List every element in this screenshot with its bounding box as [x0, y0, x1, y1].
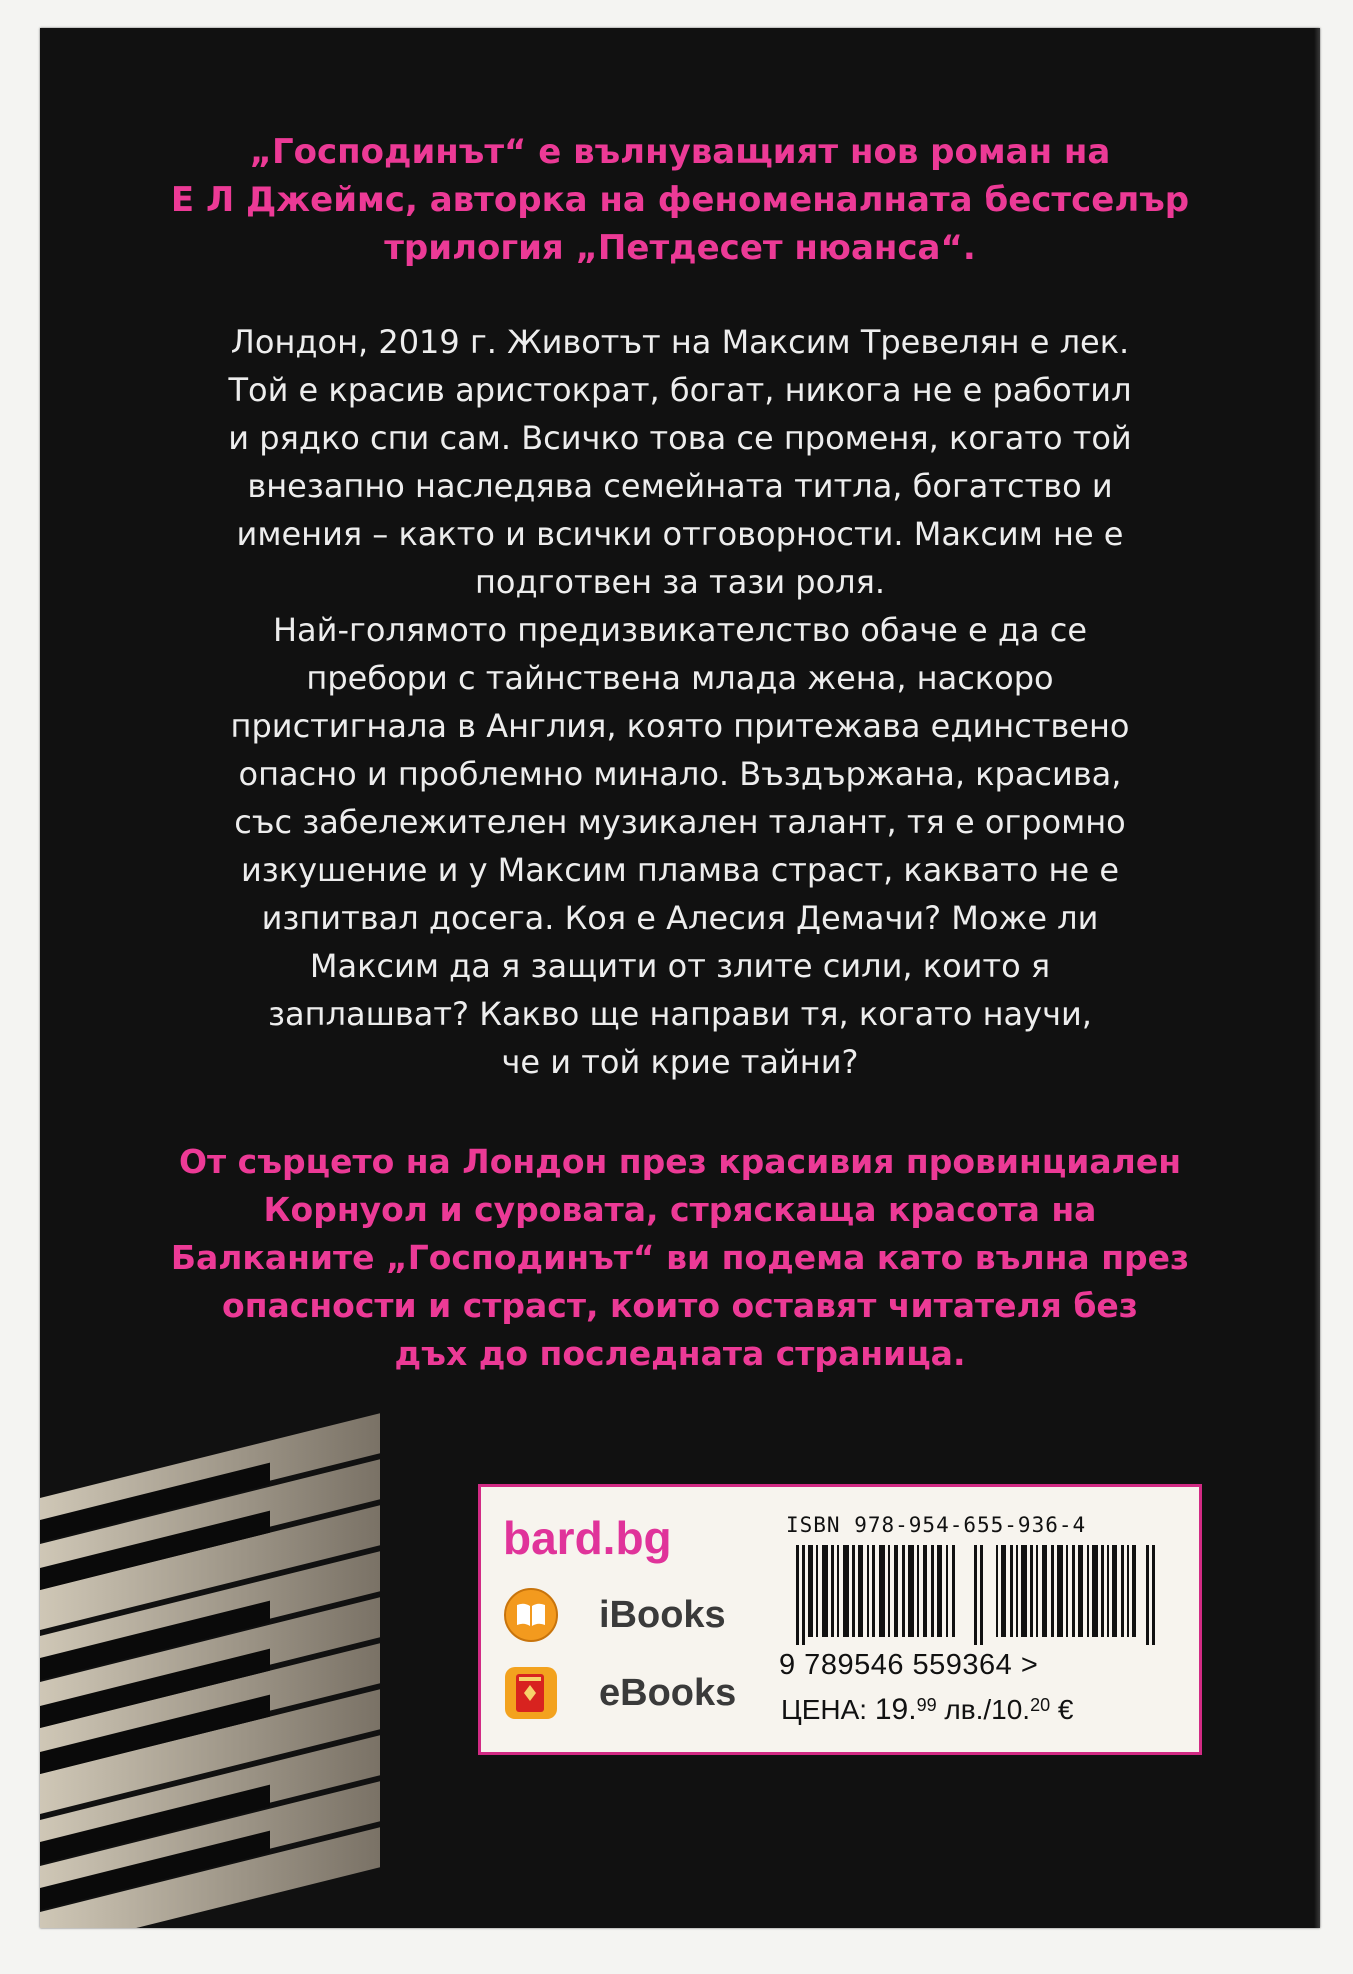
description-line: със забележителен музикален талант, тя е огромно	[234, 803, 1126, 841]
tagline-line: „Господинът“ е вълнуващият нов роман на	[249, 132, 1111, 172]
description-line: пребори с тайнствена млада жена, наскоро	[306, 659, 1054, 697]
description-paragraph	[100, 318, 1260, 606]
publisher-info-box	[478, 1484, 1202, 1755]
closing-line: Балканите „Господинът“ ви подема като вълна през	[170, 1238, 1190, 1277]
description-line: изкушение и у Максим пламва страст, каквато не е	[240, 851, 1120, 889]
description-line: имения – както и всички отговорности. Максим не е	[236, 515, 1124, 553]
description-line: внезапно наследява семейната титла, богатство и	[247, 467, 1113, 505]
store-ibooks[interactable]	[503, 1587, 726, 1643]
ibooks-icon	[503, 1587, 559, 1643]
tagline-line: трилогия „Петдесет нюанса“.	[384, 228, 976, 268]
closing-line: дъх до последната страница.	[394, 1334, 966, 1373]
tagline-line: Е Л Джеймс, авторка на феноменалната бестселър	[170, 180, 1190, 220]
ebooks-icon	[503, 1665, 559, 1721]
piano-keys-image	[40, 1408, 400, 1928]
description-line: опасно и проблемно минало. Въздържана, красива,	[238, 755, 1122, 793]
price-bgn-unit: лв./10.	[944, 1694, 1031, 1725]
price-bgn-main: 19.	[874, 1693, 917, 1726]
description-line: и рядко спи сам. Всичко това се променя, когато той	[228, 419, 1132, 457]
description-line: пристигнала в Англия, която притежава единствено	[230, 707, 1130, 745]
closing-blurb	[120, 1138, 1240, 1378]
isbn-text: ISBN 978-954-655-936-4	[786, 1513, 1087, 1537]
description	[100, 318, 1260, 1086]
price-bgn-cents: 99	[916, 1695, 937, 1715]
price-label: ЦЕНА:	[781, 1694, 868, 1725]
description-line: Максим да я защити от злите сили, които я	[309, 947, 1051, 985]
description-line: Най-голямото предизвикателство обаче е да се	[272, 611, 1088, 649]
closing-line: Корнуол и суровата, стряскаща красота на	[263, 1190, 1097, 1229]
barcode	[796, 1545, 1176, 1645]
tagline	[120, 128, 1240, 272]
description-line: подготвен за тази роля.	[474, 563, 886, 601]
price-eur-cents: 20	[1030, 1695, 1051, 1715]
description-line: Той е красив аристократ, богат, никога не е работил	[228, 371, 1132, 409]
publisher-website[interactable]: bard.bg	[503, 1512, 672, 1564]
barcode-number: 9 789546 559364 >	[779, 1649, 1039, 1681]
description-line: заплашват? Какво ще направи тя, когато научи,	[268, 995, 1092, 1033]
price-eur-unit: €	[1057, 1694, 1074, 1725]
store-label: eBooks	[599, 1671, 737, 1714]
price	[781, 1693, 1073, 1727]
closing-line: От сърцето на Лондон през красивия провинциален	[178, 1142, 1182, 1181]
description-line: че и той крие тайни?	[501, 1043, 859, 1081]
store-ebooks[interactable]	[503, 1665, 736, 1721]
description-line: изпитвал досега. Коя е Алесия Демачи? Може ли	[261, 899, 1099, 937]
book-back-cover	[40, 28, 1320, 1928]
closing-line: опасности и страст, които оставят читателя без	[222, 1286, 1138, 1325]
description-paragraph	[100, 606, 1260, 1086]
store-label: iBooks	[599, 1593, 726, 1636]
description-line: Лондон, 2019 г. Животът на Максим Тревелян е лек.	[230, 323, 1130, 361]
